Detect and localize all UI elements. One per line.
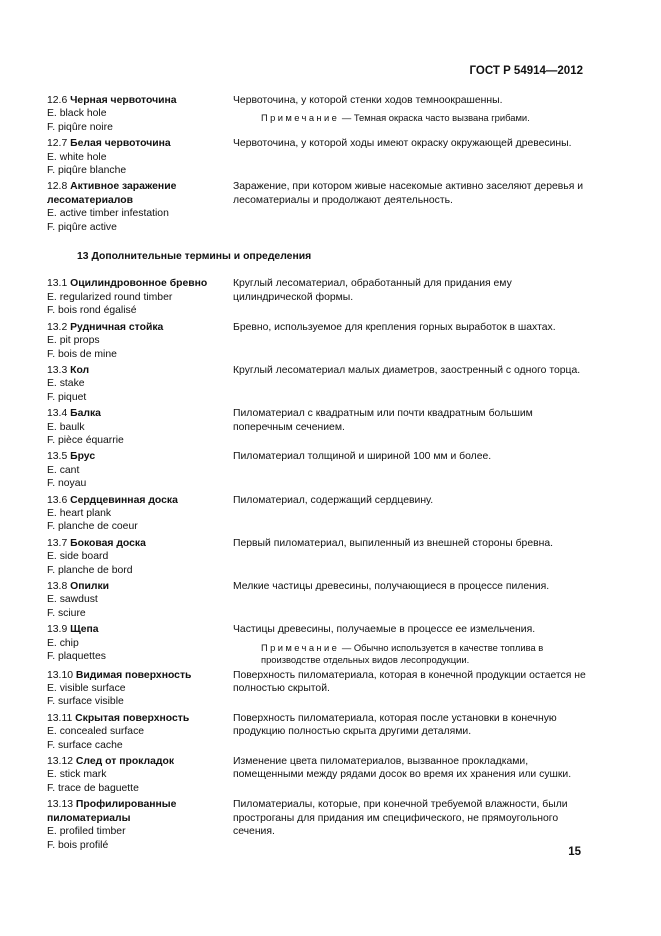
note bbox=[233, 112, 587, 124]
term-block bbox=[47, 407, 233, 447]
term-heading bbox=[47, 669, 233, 682]
term-english: E. active timber infestation bbox=[47, 208, 169, 220]
term-number: 12.6 bbox=[47, 95, 68, 106]
term-block bbox=[47, 755, 233, 795]
term-entry bbox=[47, 623, 587, 665]
term-name: Оцилиндровонное бревно bbox=[70, 278, 208, 290]
term-name: Опилки bbox=[70, 581, 110, 592]
definition-block bbox=[233, 494, 587, 534]
term-block bbox=[47, 712, 233, 752]
term-english: E. pit props bbox=[47, 335, 100, 347]
term-french: F. bois rond égalisé bbox=[47, 305, 137, 317]
term-heading bbox=[47, 407, 233, 420]
term-name: Видимая поверхность bbox=[75, 669, 192, 681]
term-english: E. white hole bbox=[47, 151, 107, 163]
term-entry bbox=[47, 494, 587, 534]
term-english: E. baulk bbox=[47, 421, 85, 433]
note-label: Примечание bbox=[261, 641, 340, 653]
term-french: F. planche de bord bbox=[47, 564, 133, 576]
term-name: Белая червоточина bbox=[70, 138, 171, 150]
definition-text: Пиломатериал с квадратным или почти квадратным большим поперечным сечением. bbox=[233, 408, 533, 433]
note bbox=[233, 642, 587, 666]
term-heading bbox=[47, 94, 233, 107]
term-french: F. piqûre blanche bbox=[47, 165, 127, 177]
definition-block bbox=[233, 277, 587, 317]
term-entry bbox=[47, 180, 587, 234]
term-number: 13.13 bbox=[47, 799, 74, 811]
term-french: F. surface cache bbox=[47, 739, 123, 751]
document-body bbox=[47, 94, 587, 855]
term-french: F. plaquettes bbox=[47, 651, 106, 663]
term-heading bbox=[47, 277, 233, 290]
page-number: 15 bbox=[568, 846, 581, 858]
term-name: Рудничная стойка bbox=[70, 321, 164, 333]
term-english: E. cant bbox=[47, 464, 80, 476]
term-number: 12.7 bbox=[47, 138, 68, 150]
definition-block bbox=[233, 364, 587, 404]
term-block bbox=[47, 180, 233, 234]
term-french: F. piqûre active bbox=[47, 221, 117, 233]
term-entry bbox=[47, 755, 587, 795]
term-heading bbox=[47, 623, 233, 636]
definition-block bbox=[233, 407, 587, 447]
term-heading bbox=[47, 321, 233, 334]
term-entry bbox=[47, 669, 587, 709]
term-name: Скрытая поверхность bbox=[75, 712, 190, 724]
term-name: Щепа bbox=[70, 624, 99, 636]
definition-block bbox=[233, 94, 587, 134]
term-french: F. piqûre noire bbox=[47, 121, 113, 133]
term-number: 13.3 bbox=[47, 364, 68, 376]
term-block bbox=[47, 669, 233, 709]
term-entry bbox=[47, 537, 587, 577]
term-block bbox=[47, 537, 233, 577]
term-entry bbox=[47, 137, 587, 177]
definition-block bbox=[233, 755, 587, 795]
term-heading bbox=[47, 712, 233, 725]
term-english: E. black hole bbox=[47, 108, 107, 120]
term-block bbox=[47, 580, 233, 620]
term-french: F. surface visible bbox=[47, 696, 124, 708]
term-list-section-13 bbox=[47, 277, 587, 851]
term-heading bbox=[47, 580, 233, 593]
term-block bbox=[47, 494, 233, 534]
term-english: E. visible surface bbox=[47, 683, 126, 695]
term-entry bbox=[47, 364, 587, 404]
term-entry bbox=[47, 580, 587, 620]
term-name: Балка bbox=[70, 408, 101, 420]
term-french: F. pièce équarrie bbox=[47, 434, 124, 446]
term-block bbox=[47, 94, 233, 134]
definition-text: Пиломатериал толщиной и шириной 100 мм и более. bbox=[233, 451, 492, 463]
term-english: E. stake bbox=[47, 378, 85, 390]
term-block bbox=[47, 321, 233, 361]
term-number: 13.7 bbox=[47, 537, 68, 549]
term-heading bbox=[47, 180, 233, 207]
definition-block bbox=[233, 623, 587, 665]
definition-block bbox=[233, 669, 587, 709]
term-number: 13.6 bbox=[47, 494, 68, 506]
term-number: 13.8 bbox=[47, 581, 68, 592]
section-title: 13 Дополнительные термины и определения bbox=[77, 251, 312, 263]
term-number: 13.5 bbox=[47, 451, 68, 463]
term-block bbox=[47, 137, 233, 177]
term-entry bbox=[47, 94, 587, 134]
definition-text: Мелкие частицы древесины, получающиеся в процессе пиления. bbox=[233, 581, 550, 592]
definition-text: Изменение цвета пиломатериалов, вызванное прокладками, помещенными между рядами досок во время их хранения или сушки. bbox=[233, 756, 572, 781]
term-heading bbox=[47, 364, 233, 377]
definition-block bbox=[233, 798, 587, 852]
definition-text: Поверхность пиломатериала, которая в конечной продукции остается не полностью скрытой. bbox=[233, 669, 586, 695]
definition-text: Круглый лесоматериал малых диаметров, заостренный с одного торца. bbox=[233, 364, 581, 376]
term-english: E. profiled timber bbox=[47, 826, 126, 838]
term-entry bbox=[47, 450, 587, 490]
term-name: Профилированные пиломатериалы bbox=[47, 799, 177, 824]
term-french: F. bois de mine bbox=[47, 348, 117, 360]
term-entry bbox=[47, 277, 587, 317]
term-english: E. regularized round timber bbox=[47, 291, 173, 303]
term-block bbox=[47, 450, 233, 490]
term-name: Боковая доска bbox=[70, 537, 146, 549]
term-heading bbox=[47, 494, 233, 507]
term-name: Черная червоточина bbox=[70, 95, 177, 106]
term-french: F. bois profilé bbox=[47, 839, 109, 851]
term-name: Кол bbox=[70, 364, 90, 376]
definition-text: Первый пиломатериал, выпиленный из внешней стороны бревна. bbox=[233, 537, 554, 549]
document-id: ГОСТ Р 54914—2012 bbox=[469, 65, 583, 77]
term-french: F. piquet bbox=[47, 391, 87, 403]
term-french: F. sciure bbox=[47, 607, 86, 619]
definition-text: Пиломатериал, содержащий сердцевину. bbox=[233, 494, 434, 506]
term-name: Активное заражение лесоматериалов bbox=[47, 181, 177, 206]
term-french: F. planche de coeur bbox=[47, 521, 138, 533]
term-number: 13.1 bbox=[47, 278, 68, 290]
definition-text: Заражение, при котором живые насекомые активно заселяют деревья и лесоматериалы и продолжают деятельность. bbox=[233, 181, 584, 206]
term-number: 13.9 bbox=[47, 624, 68, 636]
term-heading bbox=[47, 450, 233, 463]
definition-block bbox=[233, 537, 587, 577]
definition-text: Червоточина, у которой ходы имеют окраску окружающей древесины. bbox=[233, 138, 572, 150]
definition-block bbox=[233, 712, 587, 752]
note-text: — Обычно используется в качестве топлива в производстве отдельных видов лесопродукции. bbox=[261, 641, 544, 665]
definition-text: Поверхность пиломатериала, которая после установки в конечную продукцию полностью скрыта другими деталями. bbox=[233, 712, 557, 738]
term-block bbox=[47, 364, 233, 404]
term-english: E. side board bbox=[47, 551, 109, 563]
term-name: След от прокладок bbox=[75, 756, 175, 768]
term-entry bbox=[47, 407, 587, 447]
term-number: 13.12 bbox=[47, 756, 74, 768]
term-name: Брус bbox=[70, 451, 96, 463]
term-heading bbox=[47, 798, 233, 825]
term-entry bbox=[47, 798, 587, 852]
definition-text: Бревно, используемое для крепления горных выработок в шахтах. bbox=[233, 321, 556, 333]
note-text: — Темная окраска часто вызвана грибами. bbox=[339, 112, 530, 124]
definition-block bbox=[233, 321, 587, 361]
term-heading bbox=[47, 137, 233, 150]
definition-text: Пиломатериалы, которые, при конечной требуемой влажности, были простроганы для придания им специфического, не прямоугольного сечения. bbox=[233, 799, 568, 838]
definition-text: Круглый лесоматериал, обработанный для придания ему цилиндрической формы. bbox=[233, 278, 512, 303]
definition-block bbox=[233, 137, 587, 177]
term-number: 13.4 bbox=[47, 408, 68, 420]
term-block bbox=[47, 798, 233, 852]
term-french: F. trace de baguette bbox=[47, 782, 139, 794]
definition-text: Червоточина, у которой стенки ходов темноокрашенны. bbox=[233, 95, 503, 106]
definition-block bbox=[233, 580, 587, 620]
term-number: 12.8 bbox=[47, 181, 68, 193]
term-list-section-12 bbox=[47, 94, 587, 234]
term-english: E. sawdust bbox=[47, 594, 98, 606]
term-block bbox=[47, 277, 233, 317]
term-number: 13.11 bbox=[47, 712, 73, 724]
term-entry bbox=[47, 321, 587, 361]
note-label: Примечание bbox=[261, 112, 340, 124]
term-english: E. chip bbox=[47, 637, 79, 649]
term-block bbox=[47, 623, 233, 665]
term-english: E. concealed surface bbox=[47, 726, 145, 738]
term-entry bbox=[47, 712, 587, 752]
definition-block bbox=[233, 450, 587, 490]
term-french: F. noyau bbox=[47, 478, 87, 490]
term-name: Сердцевинная доска bbox=[70, 494, 178, 506]
term-heading bbox=[47, 755, 233, 768]
term-number: 13.10 bbox=[47, 669, 74, 681]
definition-text: Частицы древесины, получаемые в процессе ее измельчения. bbox=[233, 624, 536, 636]
term-english: E. stick mark bbox=[47, 769, 107, 781]
term-number: 13.2 bbox=[47, 321, 68, 333]
term-english: E. heart plank bbox=[47, 507, 112, 519]
term-heading bbox=[47, 537, 233, 550]
definition-block bbox=[233, 180, 587, 234]
